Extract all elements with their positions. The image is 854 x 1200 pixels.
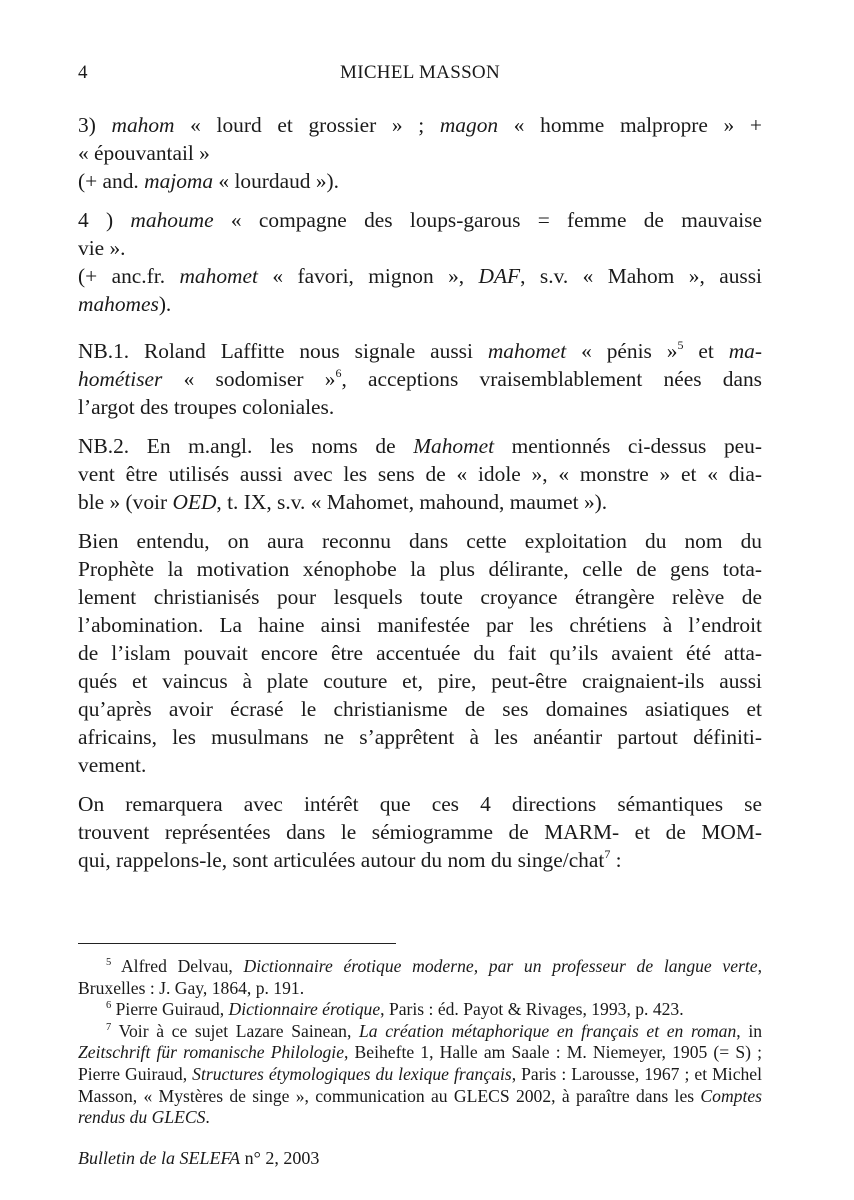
nb1-line-3: l’argot des troupes coloniales. bbox=[78, 395, 335, 419]
footnote-5: $^5$ Alfred Delvau, Dictionnaire érotique moderne, par un professeur de langue verte, Bruxelles : J. Gay, 1864, p. 191. bbox=[78, 956, 762, 998]
running-header-author: MICHEL MASSON bbox=[340, 62, 500, 83]
para1-line: qués et vaincus à plate couture et, pire, peut-être craignaient-ils aussi bbox=[78, 669, 762, 693]
running-header bbox=[78, 62, 762, 88]
entry-3-line-2: « épouvantail » bbox=[78, 141, 210, 165]
para1-line: africains, les musulmans ne s’apprêtent à les anéantir partout définiti- bbox=[78, 725, 762, 749]
journal-footer bbox=[78, 1148, 319, 1169]
footnote-6: $^6$ Pierre Guiraud, Dictionnaire érotique, Paris : éd. Payot & Rivages, 1993, p. 423. bbox=[106, 999, 684, 1020]
paragraph-on-remarquera bbox=[78, 790, 762, 874]
nb1-line-2: hométiser « sodomiser »$^6$, acceptions vraisemblablement nées dans bbox=[78, 366, 762, 391]
entry-4-line-1: 4 ) mahoume « compagne des loups-garous = femme de mauvaise bbox=[78, 208, 762, 232]
journal-issue: n° 2, 2003 bbox=[240, 1148, 320, 1168]
para2-line-3: qui, rappelons-le, sont articulées autour du nom du singe/chat$^7$ : bbox=[78, 847, 622, 872]
page-number: 4 bbox=[78, 62, 88, 83]
entry-4-line-2: vie ». bbox=[78, 236, 126, 260]
footnote-7: $^7$ Voir à ce sujet Lazare Sainean, La création métaphorique en français et en roman, in Zeitschrift für romanische Philologie, Beihefte 1, Halle am Saale : M. Niemeyer, 1905 (= S) ; Pierre Guiraud, Structures étymologiques du lexique français, Paris : Larousse, 1967 ; et Michel Masson, « Mystères de singe », communication au GLECS 2002, à paraître dans les Comptes rendus du GLECS. bbox=[78, 1020, 763, 1128]
entry-3-line-1: 3) mahom « lourd et grossier » ; magon « homme malpropre » + bbox=[78, 113, 762, 137]
para1-line: Bien entendu, on aura reconnu dans cette exploitation du nom du bbox=[78, 529, 762, 553]
note-nb1 bbox=[78, 337, 762, 421]
note-nb2 bbox=[78, 432, 762, 516]
para1-line: de l’islam pouvait encore être accentuée du fait qu’ils avaient été atta- bbox=[78, 641, 762, 665]
para1-line: vement. bbox=[78, 753, 147, 777]
main-text bbox=[78, 111, 762, 874]
para1-line: qu’après avoir écrasé le christianisme de ses domaines asiatiques et bbox=[78, 697, 762, 721]
entry-4-line-3: (+ anc.fr. mahomet « favori, mignon », DAF, s.v. « Mahom », aussi bbox=[78, 264, 762, 288]
entry-3-line-3: (+ and. majoma « lourdaud »). bbox=[78, 169, 340, 193]
nb2-line-3: ble » (voir OED, t. IX, s.v. « Mahomet, mahound, maumet »). bbox=[78, 490, 608, 514]
paragraph-bien-entendu bbox=[78, 527, 762, 779]
para1-line: lement christianisés pour lesquels toute croyance étrangère relève de bbox=[78, 585, 762, 609]
nb2-line-2: vent être utilisés aussi avec les sens de « idole », « monstre » et « dia- bbox=[78, 462, 762, 486]
footnote-ref-6: 6 bbox=[335, 366, 342, 380]
entry-4-line-4: mahomes). bbox=[78, 292, 172, 316]
para1-line: Prophète la motivation xénophobe la plus délirante, celle de gens tota- bbox=[78, 557, 762, 581]
entry-4 bbox=[78, 206, 762, 318]
journal-title: Bulletin de la SELEFA bbox=[78, 1148, 241, 1168]
para1-line: l’abomination. La haine ainsi manifestée par les chrétiens à l’endroit bbox=[78, 613, 762, 637]
entry-3 bbox=[78, 111, 762, 195]
footnote-separator bbox=[78, 943, 396, 944]
footnote-ref-7: 7 bbox=[604, 847, 611, 861]
para2-line-1: On remarquera avec intérêt que ces 4 directions sémantiques se bbox=[78, 792, 762, 816]
footnotes bbox=[78, 956, 762, 1129]
nb2-line-1: NB.2. En m.angl. les noms de Mahomet mentionnés ci-dessus peu- bbox=[78, 434, 762, 458]
para2-line-2: trouvent représentées dans le sémiogramme de MARM- et de MOM- bbox=[78, 820, 762, 844]
nb1-line-1: NB.1. Roland Laffitte nous signale aussi mahomet « pénis »$^5$ et ma- bbox=[78, 338, 762, 363]
footnote-ref-5: 5 bbox=[677, 338, 684, 352]
